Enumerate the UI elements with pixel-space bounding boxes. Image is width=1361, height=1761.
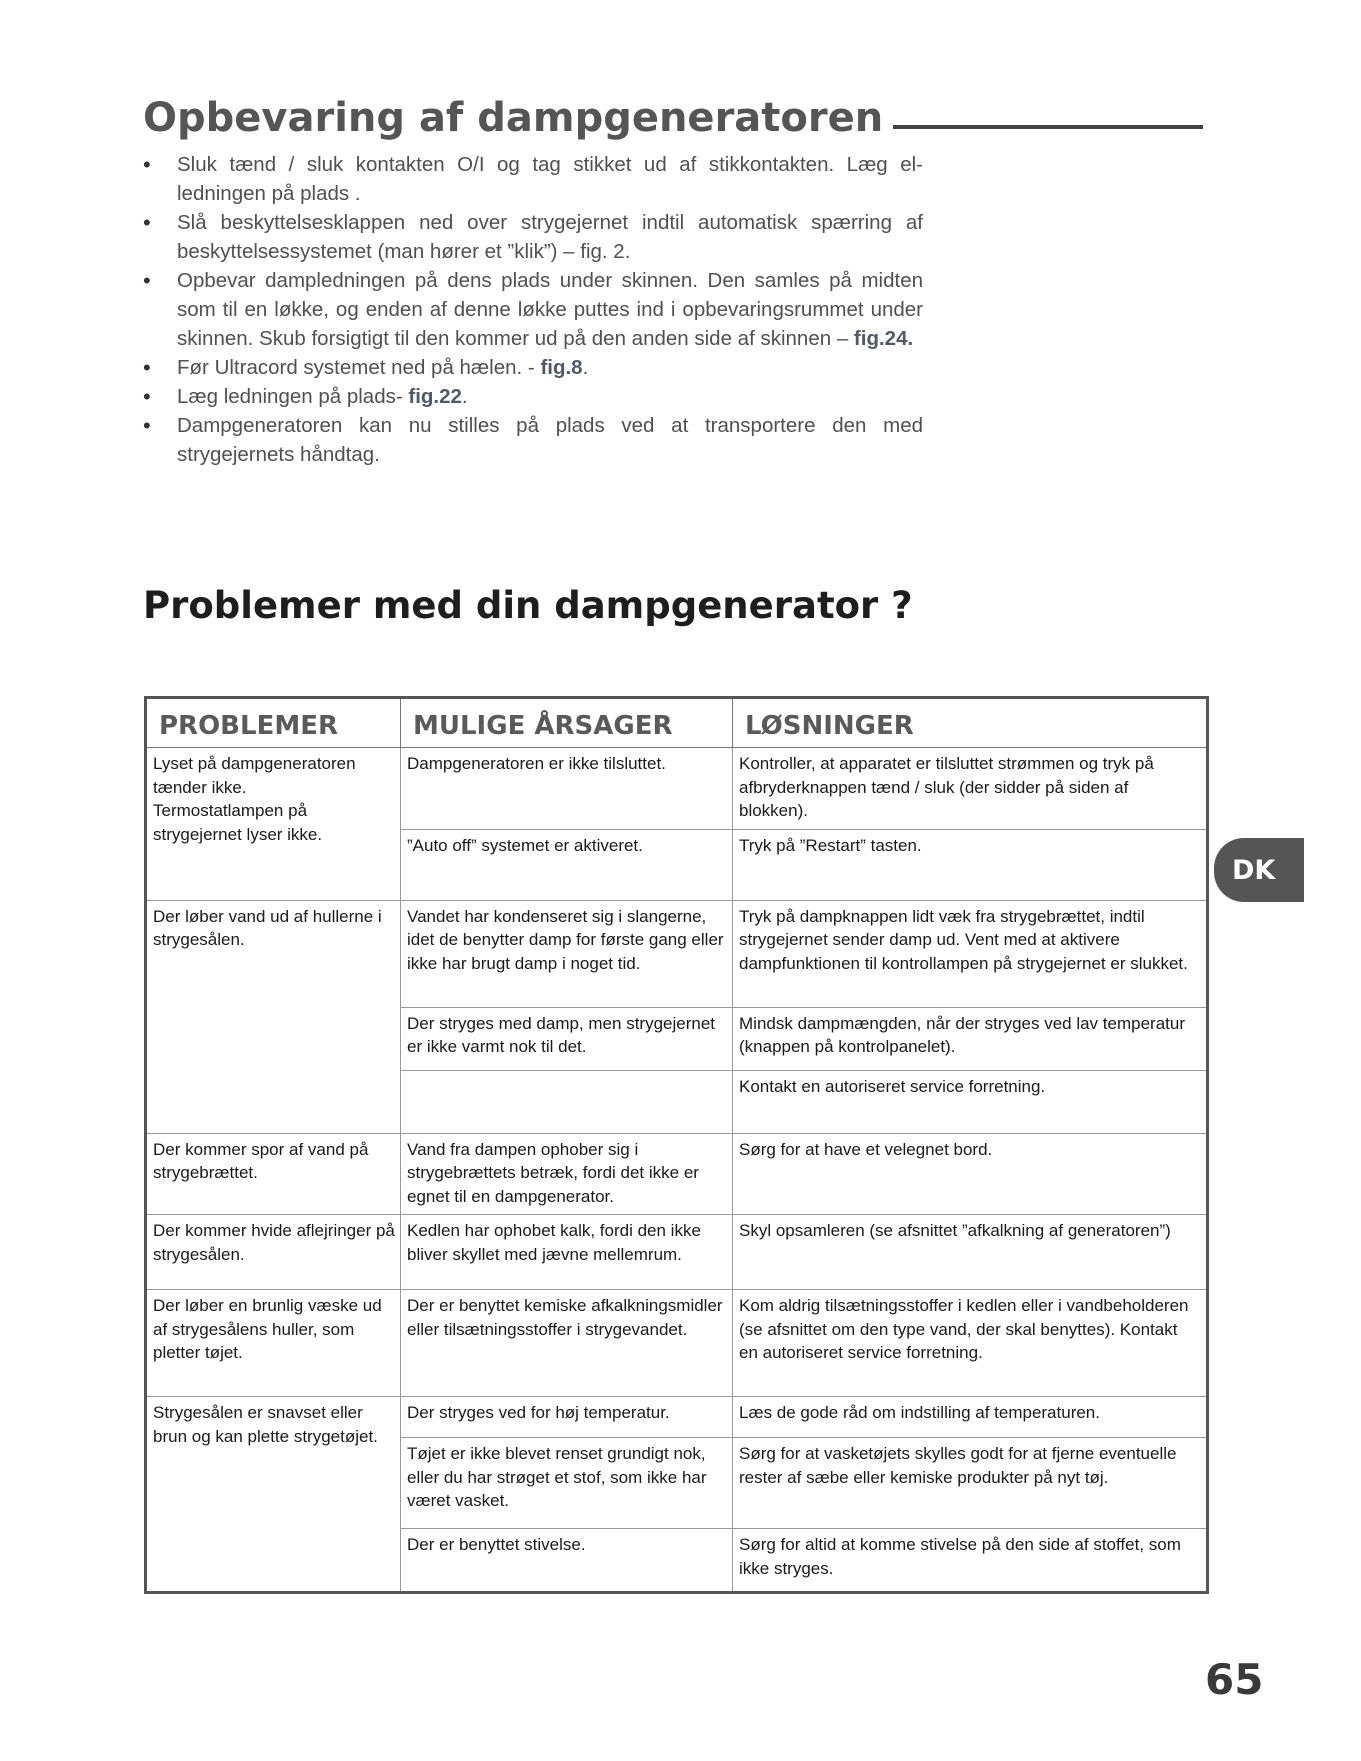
table-row bbox=[146, 1215, 1208, 1290]
solution-cell: Læs de gode råd om indstilling af temperaturen. bbox=[733, 1397, 1208, 1438]
solution-cell: Kom aldrig tilsætningsstoffer i kedlen eller i vandbeholderen (se afsnittet om den type vand, der skal benyttes). Kontakt en autoriseret service forretning. bbox=[733, 1290, 1208, 1397]
table-header-row bbox=[146, 698, 1208, 748]
cause-cell: Der er benyttet stivelse. bbox=[401, 1529, 733, 1593]
table-row bbox=[146, 1290, 1208, 1397]
cause-cell: ”Auto off” systemet er aktiveret. bbox=[401, 829, 733, 900]
cause-cell: Der er benyttet kemiske afkalkningsmidler eller tilsætningsstoffer i strygevandet. bbox=[401, 1290, 733, 1397]
solution-cell: Sørg for at vasketøjets skylles godt for at fjerne eventuelle rester af sæbe eller kemiske produkter på nyt tøj. bbox=[733, 1438, 1208, 1529]
storage-item: • Slå beskyttelsesklappen ned over strygejernet indtil automatisk spærring af beskyttelsessystemet (man hører et ”klik”) – fig. 2. bbox=[143, 208, 923, 266]
table-row bbox=[146, 1133, 1208, 1215]
storage-item: • Læg ledningen på plads- fig.22. bbox=[143, 382, 923, 411]
language-tab: DK bbox=[1214, 838, 1304, 902]
cause-cell: Der stryges med damp, men strygejernet er ikke varmt nok til det. bbox=[401, 1007, 733, 1070]
problem-cell: Der kommer hvide aflejringer på strygesålen. bbox=[146, 1215, 401, 1290]
header-problems: PROBLEMER bbox=[146, 698, 401, 748]
cause-cell: Tøjet er ikke blevet renset grundigt nok, eller du har strøget et stof, som ikke har været vasket. bbox=[401, 1438, 733, 1529]
storage-item: • Før Ultracord systemet ned på hælen. - fig.8. bbox=[143, 353, 923, 382]
storage-item: • Sluk tænd / sluk kontakten O/I og tag stikket ud af stikkontakten. Læg el-ledningen på plads . bbox=[143, 150, 923, 208]
solution-cell: Skyl opsamleren (se afsnittet ”afkalkning af generatoren”) bbox=[733, 1215, 1208, 1290]
cause-cell: Dampgeneratoren er ikke tilsluttet. bbox=[401, 748, 733, 830]
cause-cell: Vandet har kondenseret sig i slangerne, idet de benytter damp for første gang eller ikke har brugt damp i noget tid. bbox=[401, 900, 733, 1007]
heading-rule bbox=[893, 125, 1203, 129]
solution-cell: Tryk på dampknappen lidt væk fra strygebrættet, indtil strygejernet sender damp ud. Vent med at aktivere dampfunktionen til kontrollampen på strygejernet er slukket. bbox=[733, 900, 1208, 1007]
table-row bbox=[146, 748, 1208, 830]
solution-cell: Kontroller, at apparatet er tilsluttet strømmen og tryk på afbryderknappen tænd / sluk (der sidder på siden af blokken). bbox=[733, 748, 1208, 830]
storage-list bbox=[143, 150, 923, 469]
header-causes: MULIGE ÅRSAGER bbox=[401, 698, 733, 748]
cause-cell: Kedlen har ophobet kalk, fordi den ikke bliver skyllet med jævne mellemrum. bbox=[401, 1215, 733, 1290]
page-number: 65 bbox=[1205, 1655, 1264, 1704]
storage-item: • Opbevar dampledningen på dens plads under skinnen. Den samles på midten som til en løkke, og enden af denne løkke puttes ind i opbevaringsrummet under skinnen. Skub forsigtigt til den kommer ud på den anden side af skinnen – fig.24. bbox=[143, 266, 923, 353]
storage-section bbox=[143, 92, 1203, 469]
storage-heading-row bbox=[143, 92, 1203, 144]
problem-cell: Strygesålen er snavset eller brun og kan plette strygetøjet. bbox=[146, 1397, 401, 1593]
solution-cell: Tryk på ”Restart” tasten. bbox=[733, 829, 1208, 900]
problem-cell: Lyset på dampgeneratoren tænder ikke. Termostatlampen på strygejernet lyser ikke. bbox=[146, 748, 401, 901]
solution-cell: Kontakt en autoriseret service forretning. bbox=[733, 1070, 1208, 1133]
troubleshooting-table bbox=[144, 696, 1209, 1594]
cause-cell: Vand fra dampen ophober sig i strygebrættets betræk, fordi det ikke er egnet til en dampgenerator. bbox=[401, 1133, 733, 1215]
cause-cell bbox=[401, 1070, 733, 1133]
cause-cell: Der stryges ved for høj temperatur. bbox=[401, 1397, 733, 1438]
problems-title: Problemer med din dampgenerator ? bbox=[143, 584, 913, 627]
table-row bbox=[146, 900, 1208, 1007]
storage-item: • Dampgeneratoren kan nu stilles på plads ved at transportere den med strygejernets håndtag. bbox=[143, 411, 923, 469]
storage-title: Opbevaring af dampgeneratoren bbox=[143, 95, 884, 141]
table-row bbox=[146, 1397, 1208, 1438]
problem-cell: Der kommer spor af vand på strygebrættet. bbox=[146, 1133, 401, 1215]
solution-cell: Mindsk dampmængden, når der stryges ved lav temperatur (knappen på kontrolpanelet). bbox=[733, 1007, 1208, 1070]
figure-reference: fig.8 bbox=[540, 356, 583, 379]
problem-cell: Der løber vand ud af hullerne i strygesålen. bbox=[146, 900, 401, 1133]
header-solutions: LØSNINGER bbox=[733, 698, 1208, 748]
figure-reference: fig.24. bbox=[853, 327, 914, 350]
figure-reference: fig.22 bbox=[408, 385, 462, 408]
problem-cell: Der løber en brunlig væske ud af strygesålens huller, som pletter tøjet. bbox=[146, 1290, 401, 1397]
solution-cell: Sørg for at have et velegnet bord. bbox=[733, 1133, 1208, 1215]
solution-cell: Sørg for altid at komme stivelse på den side af stoffet, som ikke stryges. bbox=[733, 1529, 1208, 1593]
